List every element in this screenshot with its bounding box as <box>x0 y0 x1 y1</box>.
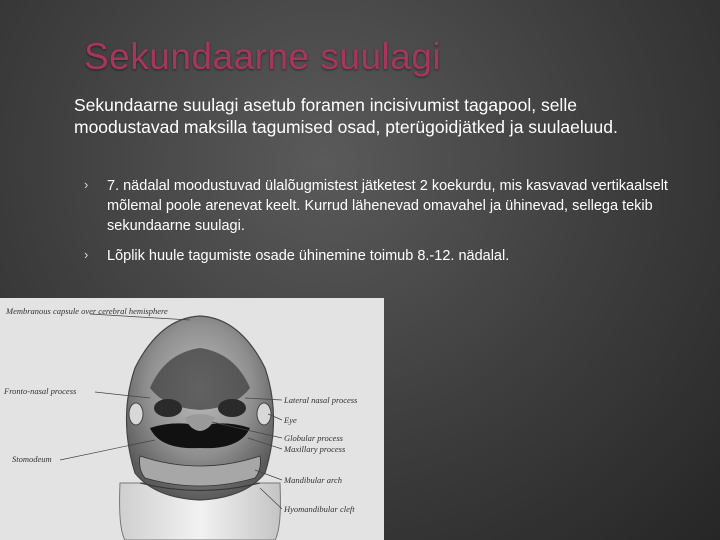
label-lateral-nasal: Lateral nasal process <box>284 395 358 405</box>
label-membranous-capsule: Membranous capsule over cerebral hemisphere <box>6 306 168 316</box>
sub-bullet-text-2: Lõplik huule tagumiste osade ühinemine toimub 8.-12. nädalal. <box>107 248 510 264</box>
chevron-right-icon: › <box>84 177 89 192</box>
sub-bullet-2 <box>84 246 684 266</box>
label-fronto-nasal: Fronto-nasal process <box>4 386 77 396</box>
main-bullet-text: Sekundaarne suulagi asetub foramen incisivumist tagapool, selle moodustavad maksilla tagumised osad, pterügoidjätked ja suulaeluud. <box>74 95 618 137</box>
sub-bullet-text-1: 7. nädalal moodustuvad ülalõugmistest jätketest 2 koekurdu, mis kasvavad vertikaalselt mõlemal poole arenevat keelt. Kurrud lähenevad omavahel ja ühinevad, sellega tekib sekundaarne suulagi. <box>107 178 668 234</box>
label-stomodeum: Stomodeum <box>12 454 52 464</box>
label-eye: Eye <box>284 415 297 425</box>
label-hyomandibular: Hyomandibular cleft <box>284 504 355 514</box>
sub-bullet-1 <box>84 176 684 236</box>
label-maxillary: Maxillary process <box>284 444 346 454</box>
chevron-right-icon: › <box>84 247 89 262</box>
embryo-face-illustration <box>0 298 384 540</box>
main-bullet <box>46 94 676 138</box>
slide-title: Sekundaarne suulagi <box>84 36 442 77</box>
label-mandibular: Mandibular arch <box>284 475 343 485</box>
label-globular: Globular process <box>284 433 343 443</box>
